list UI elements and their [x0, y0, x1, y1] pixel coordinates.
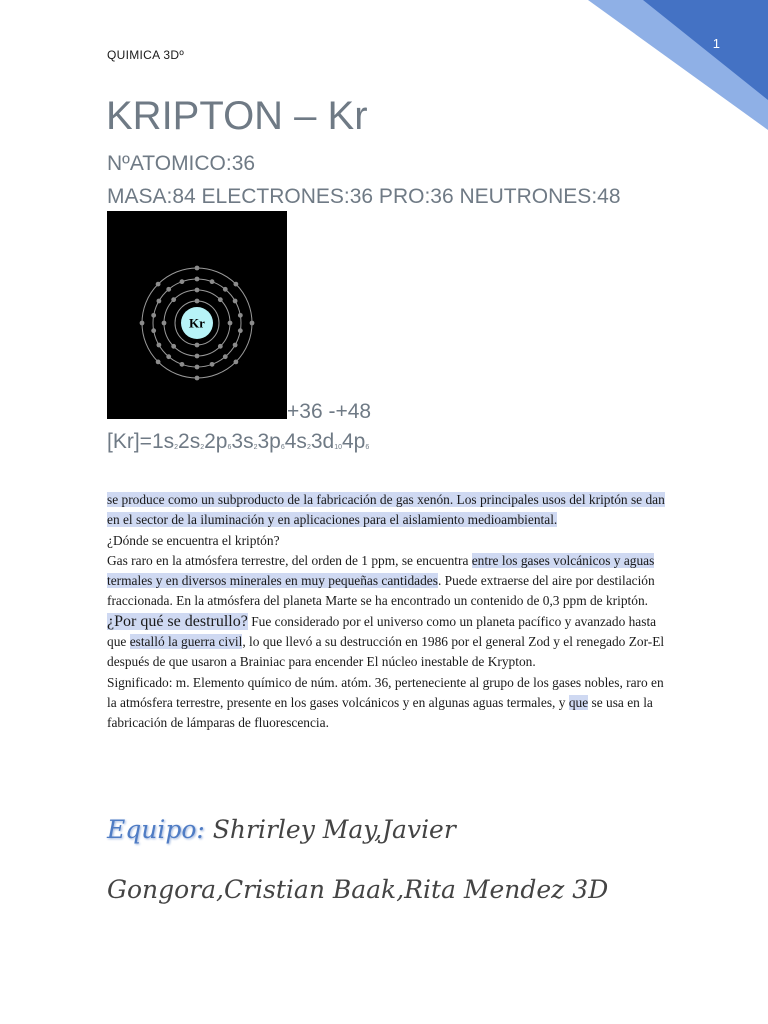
config-electrons: 2 — [306, 444, 311, 451]
electron — [171, 297, 176, 302]
charge-info: +36 -+48 — [287, 400, 372, 423]
config-orbital: $1s_2$ — [151, 430, 179, 453]
electron — [156, 282, 161, 287]
electron — [151, 313, 156, 318]
electron — [180, 362, 185, 367]
electron — [162, 321, 167, 326]
team-credits — [107, 800, 667, 920]
electron — [238, 328, 243, 333]
text-span: . Puede extraerse del aire por destilación fraccionada. En la atmósfera del planeta Marte se ha encontrado un contenido de 0,3 ppm de kriptón. — [107, 573, 655, 609]
paragraph-where — [107, 551, 667, 612]
electron — [233, 299, 238, 304]
electron — [195, 354, 200, 359]
electron — [166, 287, 171, 292]
electron-configuration — [107, 430, 369, 454]
electron — [233, 359, 238, 364]
question-where: ¿Dónde se encuentra el kriptón? — [107, 532, 280, 548]
atomic-number: NºATOMICO:36 — [107, 152, 256, 175]
element-symbol: Kr — [189, 315, 205, 331]
electron — [228, 321, 233, 326]
config-orbital: $3s_2$ — [231, 430, 258, 453]
config-orbital: $2s_2$ — [178, 430, 205, 453]
electron — [210, 362, 215, 367]
text-span: Fue considerado por el universo como un planeta pacífico y avanzado hasta que — [107, 613, 657, 650]
electron — [195, 277, 200, 282]
mass-info: MASA:84 ELECTRONES:36 PRO:36 NEUTRONES:48 — [107, 185, 621, 208]
page-number: 1 — [712, 36, 720, 51]
corner-decoration — [588, 0, 768, 130]
electron — [223, 354, 228, 359]
highlighted-text: entre los gases volcánicos y aguas termales y en diversos minerales en muy pequeñas cantidades — [107, 552, 655, 589]
electron — [238, 313, 243, 318]
electron — [156, 343, 161, 348]
electron — [218, 297, 223, 302]
electron — [180, 279, 185, 284]
team-members: Shrirley May,Javier Gongora,Cristian Baak,Rita Mendez 3D — [107, 815, 609, 904]
electron — [140, 321, 145, 326]
electron — [171, 344, 176, 349]
config-electrons: 2 — [253, 444, 258, 451]
config-electrons: 6 — [227, 444, 232, 451]
electron — [233, 282, 238, 287]
text-span: Significado: m. Elemento químico de núm. atóm. 36, perteneciente al grupo de los gases nobles, raro en la atmósfera terrestre, presente en los gases volcánicos y en algunas aguas termales, y — [107, 674, 664, 710]
electron — [166, 354, 171, 359]
highlighted-text: que — [568, 694, 589, 710]
atom-diagram — [107, 211, 287, 419]
electron — [195, 299, 200, 304]
paragraph-meaning — [107, 673, 667, 734]
electron — [195, 266, 200, 271]
config-electrons: 2 — [174, 444, 179, 451]
question-why: ¿Por qué se destrullo? — [107, 612, 248, 630]
team-label: Equipo: — [107, 815, 205, 844]
config-electrons: 10 — [334, 444, 342, 451]
electron — [195, 343, 200, 348]
electron — [210, 279, 215, 284]
page-title: KRIPTON – Kr — [106, 94, 368, 138]
body-text — [107, 490, 667, 734]
config-orbital: $2p_6$ — [204, 430, 232, 453]
electron — [195, 288, 200, 293]
electron — [195, 376, 200, 381]
text-span: se usa en la fabricación de lámparas de fluorescencia. — [107, 694, 653, 731]
electron — [156, 359, 161, 364]
text-span: Gas raro en la atmósfera terrestre, del orden de 1 ppm, se encuentra — [107, 552, 472, 568]
electron — [156, 299, 161, 304]
config-prefix: [Kr]= — [107, 430, 152, 453]
electron — [233, 343, 238, 348]
page-header: QUIMICA 3Dº — [107, 48, 185, 62]
electron — [218, 344, 223, 349]
config-electrons: 2 — [200, 444, 205, 451]
paragraph-intro — [107, 490, 667, 531]
paragraph-why — [107, 612, 667, 673]
electron — [151, 328, 156, 333]
config-orbital: $3p_6$ — [257, 430, 285, 453]
config-orbital: $3d_{10}$ — [310, 430, 342, 453]
text-span: , lo que llevó a su destrucción en 1986 por el general Zod y el renegado Zor-El después de que usaron a Brainiac para encender El núcleo inestable de Krypton. — [107, 634, 665, 670]
config-electrons: 6 — [365, 444, 370, 451]
electron — [250, 321, 255, 326]
highlighted-text: estalló la guerra civil — [129, 634, 243, 650]
electron — [223, 287, 228, 292]
config-orbital: $4p_6$ — [342, 430, 370, 453]
highlighted-text: se produce como un subproducto de la fabricación de gas xenón. Los principales usos del kriptón se dan en el sector de la iluminación y en aplicaciones para el aislamiento medioambiental. — [107, 492, 665, 528]
config-electrons: 6 — [280, 444, 285, 451]
electron — [195, 365, 200, 370]
config-orbital: $4s_2$ — [284, 430, 311, 453]
